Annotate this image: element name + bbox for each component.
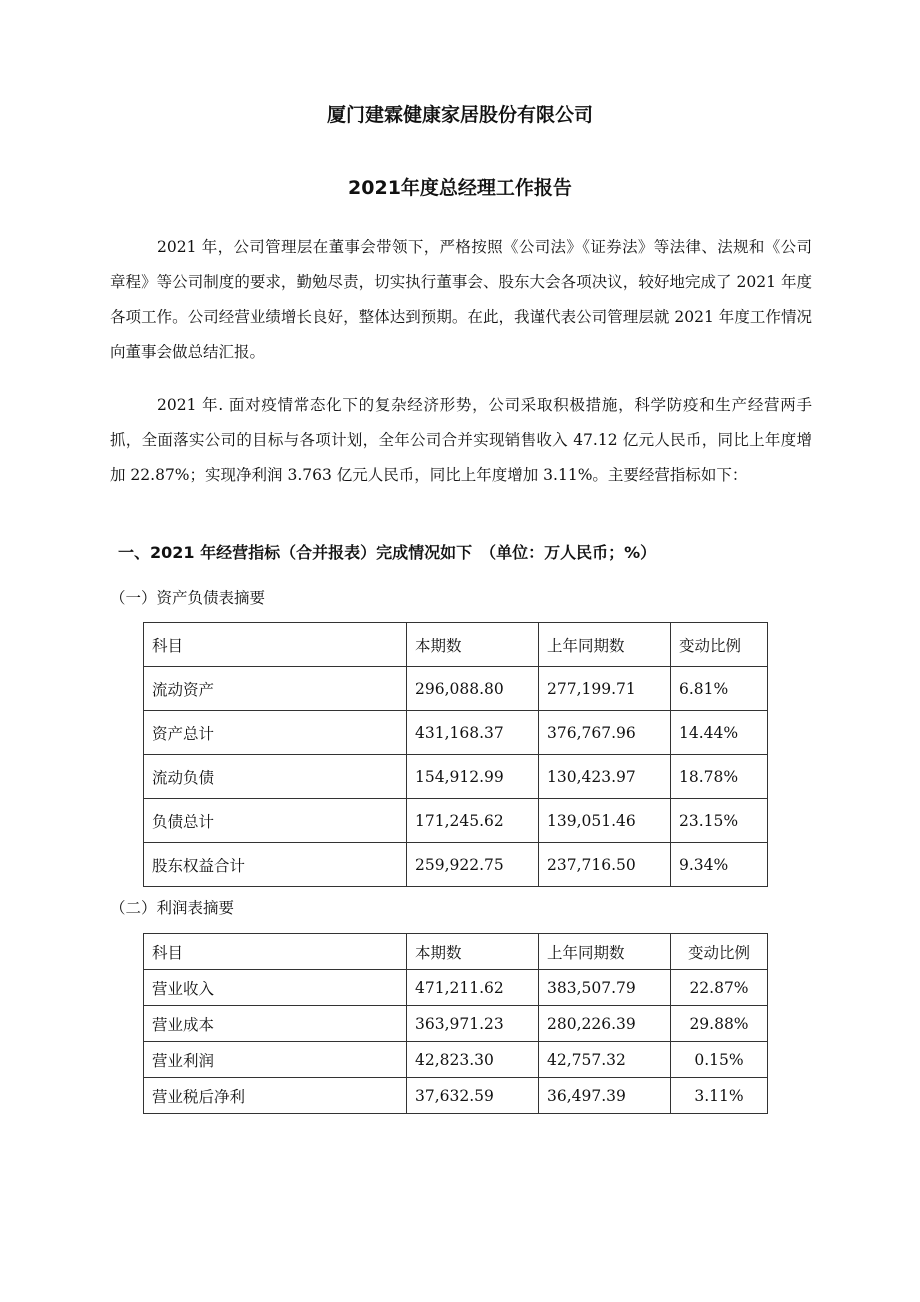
table-cell: 376,767.96	[539, 711, 671, 755]
table-cell: 383,507.79	[539, 970, 671, 1006]
table-cell: 37,632.59	[407, 1078, 539, 1114]
table-row	[144, 843, 768, 887]
table-row	[144, 667, 768, 711]
table-cell: 3.11%	[671, 1078, 768, 1114]
table-cell: 171,245.62	[407, 799, 539, 843]
table-cell: 23.15%	[671, 799, 768, 843]
column-header: 上年同期数	[539, 623, 671, 667]
table-cell: 139,051.46	[539, 799, 671, 843]
section-heading: 一、2021 年经营指标（合并报表）完成情况如下 （单位：万人民币；%）	[118, 543, 657, 562]
table-row	[144, 1042, 768, 1078]
table-cell: 36,497.39	[539, 1078, 671, 1114]
report-title: 2021年度总经理工作报告	[348, 177, 572, 199]
table-cell: 296,088.80	[407, 667, 539, 711]
table-row	[144, 970, 768, 1006]
table-cell: 营业收入	[144, 970, 407, 1006]
table-cell: 6.81%	[671, 667, 768, 711]
table-cell: 154,912.99	[407, 755, 539, 799]
table-cell: 18.78%	[671, 755, 768, 799]
table-cell: 259,922.75	[407, 843, 539, 887]
table-cell: 营业利润	[144, 1042, 407, 1078]
table-cell: 363,971.23	[407, 1006, 539, 1042]
table-cell: 29.88%	[671, 1006, 768, 1042]
table-cell: 280,226.39	[539, 1006, 671, 1042]
table-row	[144, 1006, 768, 1042]
company-title: 厦门建霖健康家居股份有限公司	[326, 104, 593, 126]
table-cell: 42,823.30	[407, 1042, 539, 1078]
table-row	[144, 1078, 768, 1114]
balance-sheet-table	[143, 622, 768, 887]
income-heading: （二）利润表摘要	[110, 899, 235, 917]
column-header: 本期数	[407, 934, 539, 970]
table-cell: 130,423.97	[539, 755, 671, 799]
column-header: 变动比例	[671, 623, 768, 667]
summary-paragraph: 2021 年. 面对疫情常态化下的复杂经济形势，公司采取积极措施，科学防疫和生产经营两手抓，全面落实公司的目标与各项计划，全年公司合并实现销售收入 47.12 亿元人民币，同比上年度增加 22.87%；实现净利润 3.763 亿元人民币，同比上年度增加 3.11%。主要经营指标如下：	[110, 396, 812, 484]
balance-heading: （一）资产负债表摘要	[110, 589, 266, 607]
table-row	[144, 799, 768, 843]
table-cell: 471,211.62	[407, 970, 539, 1006]
table-cell: 42,757.32	[539, 1042, 671, 1078]
table-cell: 9.34%	[671, 843, 768, 887]
table-cell: 负债总计	[144, 799, 407, 843]
table-cell: 0.15%	[671, 1042, 768, 1078]
table-cell: 营业税后净利	[144, 1078, 407, 1114]
table-row	[144, 755, 768, 799]
column-header: 科目	[144, 623, 407, 667]
intro-paragraph: 2021 年，公司管理层在董事会带领下，严格按照《公司法》《证券法》等法律、法规和《公司章程》等公司制度的要求，勤勉尽责，切实执行董事会、股东大会各项决议，较好地完成了 2021 年度各项工作。公司经营业绩增长良好，整体达到预期。在此，我谨代表公司管理层就 2021 年度工作情况向董事会做总结汇报。	[110, 238, 812, 361]
table-header-row	[144, 934, 768, 970]
table-row	[144, 711, 768, 755]
column-header: 本期数	[407, 623, 539, 667]
table-cell: 14.44%	[671, 711, 768, 755]
table-cell: 237,716.50	[539, 843, 671, 887]
column-header: 科目	[144, 934, 407, 970]
table-cell: 营业成本	[144, 1006, 407, 1042]
column-header: 上年同期数	[539, 934, 671, 970]
table-cell: 流动资产	[144, 667, 407, 711]
column-header: 变动比例	[671, 934, 768, 970]
table-cell: 股东权益合计	[144, 843, 407, 887]
table-header-row	[144, 623, 768, 667]
table-cell: 流动负债	[144, 755, 407, 799]
table-cell: 431,168.37	[407, 711, 539, 755]
table-cell: 资产总计	[144, 711, 407, 755]
table-cell: 22.87%	[671, 970, 768, 1006]
income-statement-table	[143, 933, 768, 1114]
table-cell: 277,199.71	[539, 667, 671, 711]
